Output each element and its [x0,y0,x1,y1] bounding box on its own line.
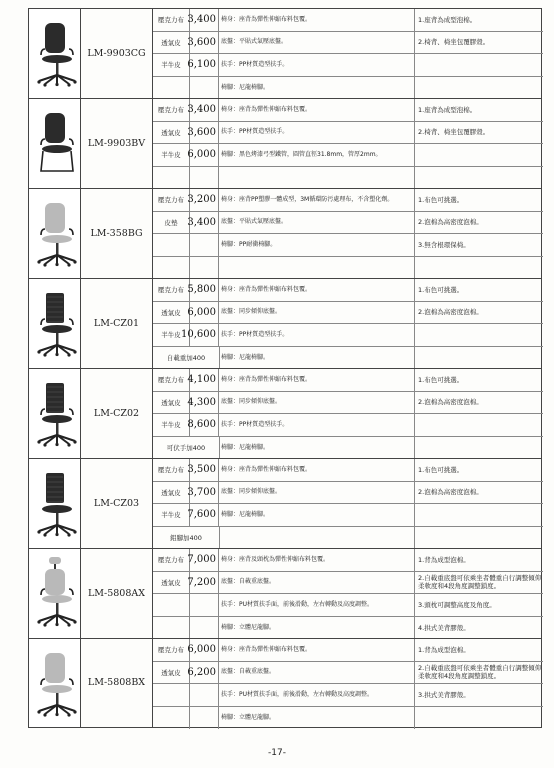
model-number: LM-5808AX [81,549,153,638]
material-label [153,617,190,640]
feature-text: 2.自載重底盤可依乘坐者體重自行調整傾仰柔軟度和4段角度調整鎖度。 [418,574,542,591]
spec-text: 椅腳：尼龍椅腳。 [219,77,415,100]
spec-text: 底盤：自載重底盤。 [219,662,415,684]
feature-text [415,54,543,76]
price-value: 7,000 [189,549,219,571]
spec-row [153,324,543,347]
feature-text: 1.布色可挑選。 [418,195,464,204]
material-label: 透氣皮 [153,482,190,504]
price-value: 3,600 [189,122,219,144]
spec-text: 扶手：PU材質扶手面，前後滑動，左右轉動及高度調整。 [219,594,415,616]
addon-note: 鋁腳加400 [153,527,220,550]
price-value [189,684,219,706]
feature-text [415,167,543,190]
price-value: 4,100 [189,369,219,391]
material-label: 透氣皮 [153,572,190,594]
material-label [153,707,190,730]
mesh-chair-black-icon [29,279,81,368]
material-label: 壓克力布 [153,189,190,211]
price-value: 3,200 [189,189,219,211]
feature-text [415,77,543,100]
spec-text: 椅身：座背為彈性伸縮布料包覆。 [219,279,415,301]
material-label: 透氣皮 [153,392,190,414]
material-label [153,594,190,616]
office-chair-grey-icon [29,639,81,727]
material-label: 透氣皮 [153,302,190,324]
product-block-0 [28,8,542,98]
spec-row [153,414,543,437]
material-label [153,234,190,256]
headrest-chair-grey-icon [29,549,81,638]
feature-text: 2.泡棉為高密度泡棉。 [418,398,483,407]
model-number: LM-CZ02 [81,369,153,458]
office-chair-grey-icon [29,189,81,278]
feature-text: 1.背為成型泡棉。 [418,555,470,564]
model-number: LM-9903BV [81,99,153,188]
mesh-chair-armless-icon [29,459,81,548]
price-value: 3,500 [189,459,219,481]
spec-text: 扶手：PP材質造型扶手。 [219,324,415,346]
spec-row [153,122,543,145]
spec-text: 椅腳：黑色烤漆弓型鐵管，圓管直徑31.8mm，管厚2mm。 [219,144,415,166]
price-value: 6,000 [189,639,219,661]
price-value [189,594,219,616]
spec-text: 椅身：座背為彈性伸縮布料包覆。 [219,99,415,121]
feature-text: 1.座背為成型泡棉。 [418,15,477,24]
spec-text: 扶手：PU材質扶手面，前後滑動，左右轉動及高度調整。 [219,684,415,706]
spec-text: 扶手：PP材質造型扶手。 [219,54,415,76]
price-value: 10,600 [189,324,219,346]
spec-text: 椅身：座背為彈性伸縮布料包覆。 [219,639,415,661]
spec-row [153,684,543,707]
feature-text: 1.布色可挑選。 [418,285,464,294]
material-label [153,684,190,706]
spec-text [219,527,415,550]
spec-text: 底盤：同步傾仰底盤。 [219,482,415,504]
spec-text: 底盤：自載重底盤。 [219,572,415,594]
price-value [189,257,219,280]
spec-text: 椅身：座背為彈性伸縮布料包覆。 [219,9,415,31]
spec-text: 椅腳：PP耐衝椅腳。 [219,234,415,256]
spec-row [153,279,543,302]
addon-note: 可伏手加400 [153,437,220,460]
feature-text [415,347,543,370]
price-value: 5,800 [189,279,219,301]
product-block-4 [28,368,542,458]
feature-text: 2.自載重底盤可依乘坐者體重自行調整傾仰柔軟度和4段角度調整鎖度。 [418,664,542,681]
price-value [189,707,219,730]
price-value: 3,400 [189,212,219,234]
spec-row [153,549,543,572]
model-number: LM-9903CG [81,9,153,98]
price-value [189,234,219,256]
feature-text: 2.泡棉為高密度泡棉。 [418,308,483,317]
spec-row [153,144,543,167]
price-value: 3,400 [189,99,219,121]
price-value: 7,200 [189,572,219,594]
spec-row [153,167,543,190]
product-block-2 [28,188,542,278]
material-label: 半牛皮 [153,54,190,76]
feature-text: 2.泡棉為高密度泡棉。 [418,488,483,497]
material-label: 壓克力布 [153,369,190,391]
feature-text: 2.椅背、椅坐包覆膠殼。 [418,38,490,47]
price-value: 3,600 [189,32,219,54]
product-price-sheet [28,8,542,728]
spec-row [153,212,543,235]
feature-text [415,504,543,526]
material-label: 壓克力布 [153,549,190,571]
spec-text: 椅腳：立體尼龍腳。 [219,707,415,730]
model-number: LM-358BG [81,189,153,278]
material-label: 透氣皮 [153,32,190,54]
feature-text [415,414,543,436]
material-label: 半牛皮 [153,504,190,526]
feature-text [415,144,543,166]
spec-text: 椅腳：尼龍椅腳。 [219,504,415,526]
price-value: 7,600 [189,504,219,526]
feature-text: 1.布色可挑選。 [418,465,464,474]
material-label: 半牛皮 [153,324,190,346]
feature-text [415,324,543,346]
spec-text: 椅身：座背PP塑膠一體成型，3M循環防污處理布，不含塑化劑。 [219,189,415,211]
product-block-7 [28,638,542,728]
spec-text: 底盤：同步傾仰底盤。 [219,392,415,414]
spec-row [153,594,543,617]
spec-row [153,54,543,77]
product-block-3 [28,278,542,368]
material-label: 半牛皮 [153,414,190,436]
product-block-6 [28,548,542,638]
material-label: 透氣皮 [153,122,190,144]
spec-text: 椅腳：立體尼龍腳。 [219,617,415,640]
spec-text: 底盤：平貼式氣壓底盤。 [219,32,415,54]
spec-row [153,347,543,370]
spec-text: 扶手：PP材質造型扶手。 [219,414,415,436]
price-value: 3,700 [189,482,219,504]
price-value: 6,000 [189,302,219,324]
price-value: 6,200 [189,662,219,684]
material-label: 壓克力布 [153,279,190,301]
material-label: 壓克力布 [153,459,190,481]
feature-text: 1.布色可挑選。 [418,375,464,384]
spec-row [153,639,543,662]
spec-row [153,662,543,685]
page-number: -17- [268,748,286,758]
sled-chair-black-icon [29,99,81,188]
mesh-chair-black-icon [29,369,81,458]
model-number: LM-CZ03 [81,459,153,548]
spec-text: 底盤：平貼式氣壓底盤。 [219,212,415,234]
material-label: 壓克力布 [153,639,190,661]
price-value [189,77,219,100]
spec-text [219,167,415,190]
spec-row [153,482,543,505]
model-number: LM-CZ01 [81,279,153,368]
spec-text: 底盤：同步傾仰底盤。 [219,302,415,324]
spec-row [153,572,543,595]
feature-text: 3.頭枕可調整高度及角度。 [418,600,496,609]
spec-row [153,99,543,122]
material-label: 壓克力布 [153,99,190,121]
spec-row [153,392,543,415]
material-label [153,257,190,280]
feature-text: 2.椅背、椅坐包覆膠殼。 [418,128,490,137]
material-label: 壓克力布 [153,9,190,31]
material-label: 半牛皮 [153,144,190,166]
spec-row [153,32,543,55]
spec-row [153,617,543,640]
spec-text: 椅身：座背為彈性伸縮布料包覆。 [219,369,415,391]
feature-text: 1.背為成型泡棉。 [418,645,470,654]
material-label [153,77,190,100]
feature-text: 1.座背為成型泡棉。 [418,105,477,114]
spec-row [153,257,543,280]
feature-text [415,707,543,730]
feature-text [415,527,543,550]
spec-row [153,189,543,212]
spec-row [153,707,543,730]
office-chair-black-icon [29,9,81,98]
spec-text: 椅腳：尼龍椅腳。 [219,347,415,370]
spec-row [153,302,543,325]
price-value: 4,300 [189,392,219,414]
spec-row [153,234,543,257]
spec-text: 椅身：座背為彈性伸縮布料包覆。 [219,459,415,481]
spec-row [153,369,543,392]
spec-text [219,257,415,280]
price-value: 3,400 [189,9,219,31]
spec-text: 椅身：座背及頭枕為彈性伸縮布料包覆。 [219,549,415,571]
material-label: 透氣皮 [153,662,190,684]
addon-note: 自載重加400 [153,347,220,370]
material-label: 皮墊 [153,212,190,234]
spec-row [153,77,543,100]
feature-text [415,437,543,460]
feature-text: 2.泡棉為高密度泡棉。 [418,218,483,227]
price-value: 6,100 [189,54,219,76]
product-block-1 [28,98,542,188]
spec-row [153,437,543,460]
feature-text: 3.拱式美背膠殼。 [418,690,470,699]
price-value [189,167,219,190]
spec-row [153,9,543,32]
price-value: 8,600 [189,414,219,436]
spec-row [153,527,543,550]
material-label [153,167,190,190]
feature-text: 4.拱式美背膠殼。 [418,623,470,632]
spec-text: 扶手：PP材質造型扶手。 [219,122,415,144]
feature-text [415,257,543,280]
spec-text: 椅腳：尼龍椅腳。 [219,437,415,460]
product-block-5 [28,458,542,548]
model-number: LM-5808BX [81,639,153,727]
spec-row [153,504,543,527]
feature-text: 3.無含根環保椅。 [418,240,470,249]
price-value [189,617,219,640]
price-value: 6,000 [189,144,219,166]
spec-row [153,459,543,482]
